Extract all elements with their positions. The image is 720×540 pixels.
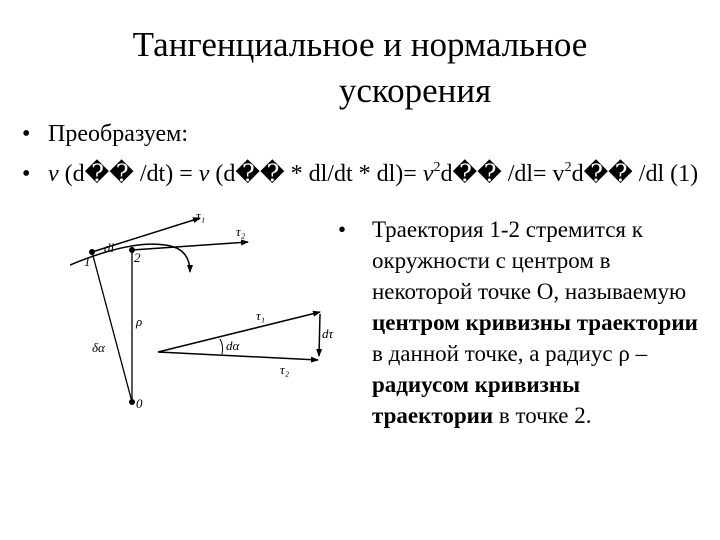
label-tri-tau2: τ₂: [280, 362, 290, 377]
formula-part-1: (d�� /dt) =: [58, 161, 199, 187]
explanation-part-2: в данной точке, а радиус ρ –: [372, 341, 648, 366]
label-tri-dtau: dτ: [322, 326, 334, 341]
trajectory-explanation: [338, 214, 700, 431]
term-curvature-radius: радиусом кривизны траектории: [372, 372, 581, 428]
explanation-part-1: Траектория 1-2 стремится к окружности с центром в некоторой точке О, называемую: [372, 217, 687, 304]
bullet-transform-text: Преобразуем:: [48, 121, 189, 147]
bullet-marker: •: [22, 161, 31, 187]
title-line-1: Тангенциальное и нормальное: [132, 25, 588, 64]
bullet-marker: •: [22, 121, 31, 147]
center-point: [129, 399, 135, 405]
formula-v-2: v: [198, 161, 210, 187]
formula-part-3: d�� /dl= v: [440, 161, 565, 187]
bullet-marker: •: [338, 217, 347, 242]
formula-part-2: (d�� * dl/dt * dl)=: [209, 161, 423, 187]
label-tri-tau1: τ₁: [256, 308, 266, 323]
label-point-1: 1: [84, 254, 91, 269]
formula-exponent-1: 2: [433, 160, 441, 175]
slide-title: [0, 22, 720, 114]
tau2-vector-top: [132, 242, 248, 250]
triangle-dtau: [319, 314, 320, 356]
term-curvature-center: центром кривизны траектории: [372, 310, 698, 335]
bullet-transform: [22, 120, 188, 148]
radius-1: [92, 252, 132, 402]
formula-part-4: d�� /dl (1): [571, 161, 699, 187]
triangle-angle-arc: [220, 339, 223, 354]
bullet-formula: [22, 160, 698, 188]
label-point-2: 2: [134, 250, 141, 265]
formula-v-3: v: [422, 161, 434, 187]
curvature-diagram: [70, 200, 345, 415]
label-tau1: τ₁: [196, 208, 206, 223]
label-dl: dl: [104, 240, 115, 255]
label-tri-dalpha: dα: [226, 338, 240, 353]
label-tau2: τ₂: [236, 224, 246, 239]
formula-v-1: v: [48, 161, 59, 187]
title-line-2: ускорения: [338, 71, 492, 110]
formula-exponent-2: 2: [564, 160, 572, 175]
explanation-part-3: в точке 2.: [493, 403, 592, 428]
label-center: 0: [136, 396, 143, 411]
label-dalpha-left: δα: [92, 340, 105, 355]
explanation-text: [338, 214, 700, 431]
label-rho: ρ: [136, 314, 143, 329]
triangle-tau2: [158, 352, 318, 360]
